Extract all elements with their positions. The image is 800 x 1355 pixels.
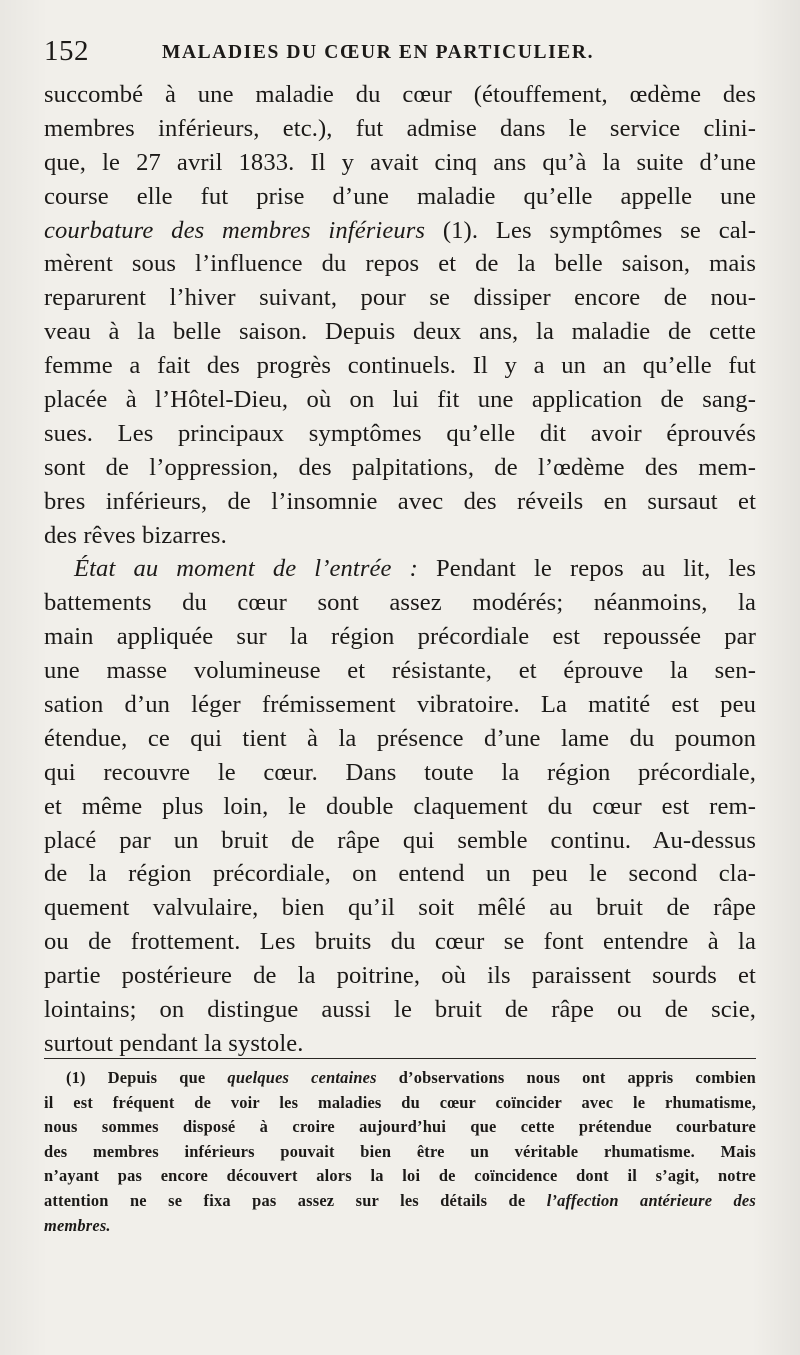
text-line: de la région précordiale, on entend un peu le second cla-: [44, 860, 756, 888]
text-line: battements du cœur sont assez modérés; néanmoins, la: [44, 589, 756, 617]
body-text: [44, 78, 756, 1061]
text-line: qui recouvre le cœur. Dans toute la région précordiale,: [44, 758, 756, 786]
text-line: reparurent l’hiver suivant, pour se dissiper encore de nou-: [44, 284, 756, 312]
text-line: succombé à une maladie du cœur (étouffement, œdème des: [44, 81, 756, 108]
text-line: quement valvulaire, bien qu’il soit mêlé au bruit de râpe: [44, 894, 756, 922]
text-line: course elle fut prise d’une maladie qu’elle appelle une: [44, 182, 756, 210]
page-header: [44, 34, 764, 70]
text-line: une masse volumineuse et résistante, et éprouve la sen-: [44, 657, 756, 685]
text-line: et même plus loin, le double claquement du cœur est rem-: [44, 792, 756, 820]
text-line: que, le 27 avril 1833. Il y avait cinq ans qu’à la suite d’une: [44, 148, 756, 176]
text-line: sont de l’oppression, des palpitations, de l’œdème des mem-: [44, 453, 756, 481]
text-line: membres inférieurs, etc.), fut admise dans le service clini-: [44, 114, 756, 142]
text-line: étendue, ce qui tient à la présence d’une lame du poumon: [44, 724, 756, 752]
running-head: MALADIES DU CŒUR EN PARTICULIER.: [162, 42, 595, 63]
footnote-line: nous sommes disposé à croire aujourd’hui que cette prétendue courbature: [44, 1117, 756, 1137]
footnote-divider: [44, 1058, 756, 1059]
text-line: femme a fait des progrès continuels. Il y a un an qu’elle fut: [44, 352, 756, 380]
text-line: sation d’un léger frémissement vibratoire. La matité est peu: [44, 691, 756, 719]
text-line: surtout pendant la systole.: [44, 1029, 304, 1057]
text-line: bres inférieurs, de l’insomnie avec des réveils en sursaut et: [44, 487, 756, 515]
footnote-line: (1) Depuis que quelques centaines d’observations nous ont appris combien: [66, 1068, 756, 1087]
footnote-line: n’ayant pas encore découvert alors la loi de coïncidence dont il s’agit, notre: [44, 1166, 756, 1186]
text-line: main appliquée sur la région précordiale est repoussée par: [44, 623, 756, 651]
italic-phrase: courbature des membres inférieurs: [44, 216, 426, 244]
text-line: sues. Les principaux symptômes qu’elle dit avoir éprouvés: [44, 419, 756, 447]
footnote-line: membres.: [44, 1215, 111, 1235]
text-line: placé par un bruit de râpe qui semble continu. Au-dessus: [44, 826, 756, 854]
footnote-line: attention ne se fixa pas assez sur les détails de l’affection antérieure des: [44, 1190, 756, 1210]
text-line: des rêves bizarres.: [44, 521, 227, 549]
text-line: mèrent sous l’influence du repos et de la belle saison, mais: [44, 250, 756, 278]
page-number: 152: [44, 35, 89, 67]
footnote-line: il est fréquent de voir les maladies du cœur coïncider avec le rhumatisme,: [44, 1092, 756, 1112]
text-line: veau à la belle saison. Depuis deux ans, la maladie de cette: [44, 318, 756, 346]
text-line: partie postérieure de la poitrine, où ils paraissent sourds et: [44, 962, 756, 990]
text-line: ou de frottement. Les bruits du cœur se font entendre à la: [44, 928, 756, 956]
footnote-line: des membres inférieurs pouvait bien être un véritable rhumatisme. Mais: [44, 1141, 756, 1161]
text-line: courbature des membres inférieurs (1). Les symptômes se cal-: [44, 216, 756, 244]
text-line: lointains; on distingue aussi le bruit de râpe ou de scie,: [44, 996, 756, 1024]
italic-phrase: État au moment de l’entrée :: [74, 555, 418, 583]
text-line: État au moment de l’entrée : Pendant le repos au lit, les: [74, 555, 757, 583]
footnote: [44, 1066, 756, 1238]
text-line: placée à l’Hôtel-Dieu, où on lui fit une application de sang-: [44, 386, 756, 414]
